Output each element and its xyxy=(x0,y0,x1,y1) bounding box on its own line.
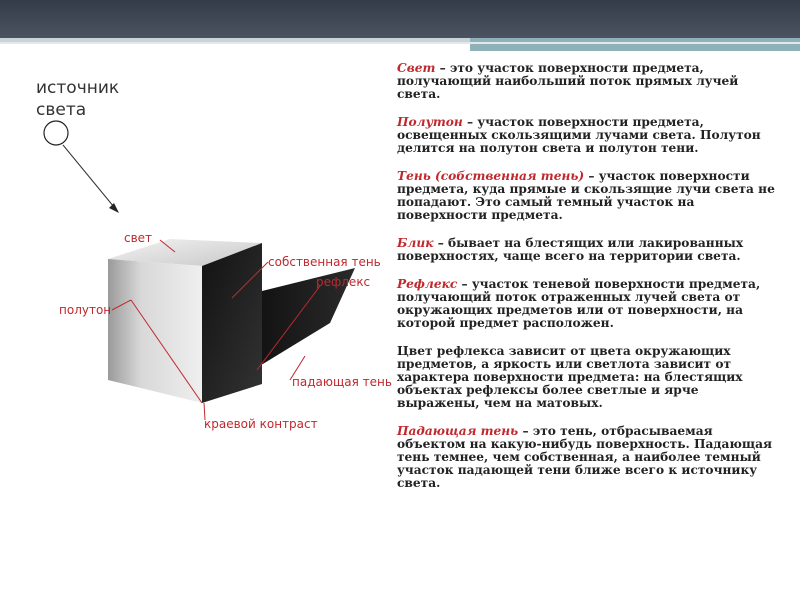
label-svet: свет xyxy=(124,231,153,245)
title-bar xyxy=(0,0,800,38)
paragraph-poluton xyxy=(397,116,777,155)
term-padayushchaya-ten: Падающая тень xyxy=(397,424,519,438)
label-poluton: полутон xyxy=(59,303,112,317)
desc-refleks-color: Цвет рефлекса зависит от цвета окружающих предметов, а яркость или светлота зависит от характера поверхности предмета: на блестящих объектах рефлексы более светлые и ярче выражены, чем на матовых. xyxy=(397,344,743,410)
desc-svet: – это участок поверхности предмета, получающий наибольший поток прямых лучей света. xyxy=(397,61,739,101)
desc-poluton: – участок поверхности предмета, освещенных скользящими лучами света. Полутон делится на полутон света и полутон тени. xyxy=(397,115,761,155)
paragraph-svet xyxy=(397,62,777,101)
cube-front-face xyxy=(108,259,202,403)
term-refleks: Рефлекс xyxy=(397,277,458,291)
light-ray-line xyxy=(63,145,114,207)
cube-diagram xyxy=(0,50,395,450)
label-kraevoy-kontrast: краевой контраст xyxy=(204,417,318,431)
label-sobstvennaya-ten: собственная тень xyxy=(268,255,381,269)
label-padayushchaya-ten: падающая тень xyxy=(292,375,392,389)
desc-ten: – участок поверхности предмета, куда прямые и скользящие лучи света не попадают. Это самый темный участок на поверхности предмета. xyxy=(397,169,775,222)
term-poluton: Полутон xyxy=(397,115,463,129)
header-accent-stripe xyxy=(470,38,800,51)
light-ray-arrowhead xyxy=(109,203,119,213)
paragraph-ten xyxy=(397,170,777,222)
paragraph-blik xyxy=(397,237,777,263)
term-ten: Тень (собственная тень) xyxy=(397,169,585,183)
term-svet: Свет xyxy=(397,61,436,75)
text-column xyxy=(397,62,777,505)
label-refleks: рефлекс xyxy=(316,275,371,289)
header-stripe-light xyxy=(0,42,800,44)
paragraph-refleks-color xyxy=(397,345,777,410)
paragraph-refleks xyxy=(397,278,777,330)
light-source-circle xyxy=(44,121,68,145)
paragraph-padayushchaya-ten xyxy=(397,425,777,490)
source-label-line2: света xyxy=(36,100,87,120)
source-label-line1: источник xyxy=(36,78,120,98)
desc-blik: – бывает на блестящих или лакированных поверхностях, чаще всего на территории света. xyxy=(397,236,744,263)
desc-refleks: – участок теневой поверхности предмета, получающий поток отраженных лучей света от окружающих предметов или от поверхности, на которой предмет расположен. xyxy=(397,277,761,330)
source-label xyxy=(36,78,125,120)
term-blik: Блик xyxy=(397,236,434,250)
desc-padayushchaya-ten: – это тень, отбрасываемая объектом на какую-нибудь поверхность. Падающая тень темнее, чем собственная, а наиболее темный участок падающей тени ближе всего к источнику света. xyxy=(397,424,772,490)
cube-side-face xyxy=(202,243,262,403)
